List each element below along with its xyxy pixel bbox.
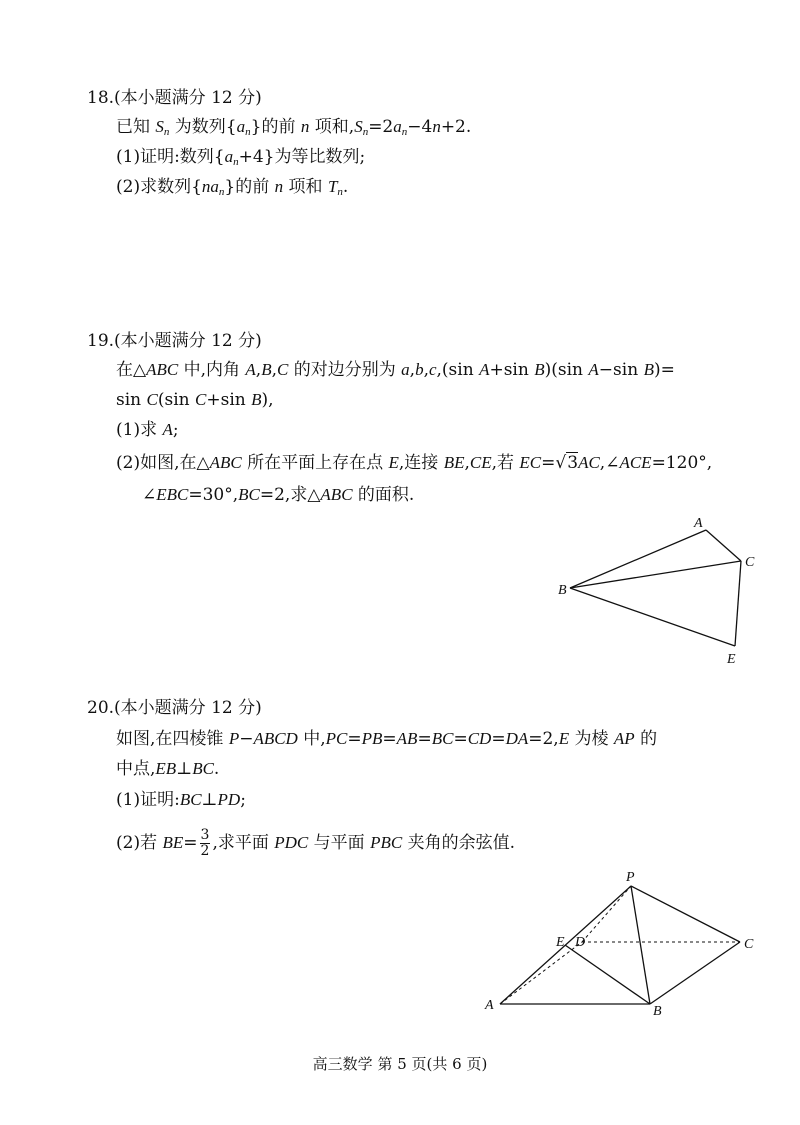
problem-20-stem-line-1: 如图,在四棱锥 P−ABCD 中,PC=PB=AB=BC=CD=DA=2,E 为棱 AP 的 <box>116 729 658 749</box>
hidden-edge-ad <box>500 942 582 1004</box>
problem-number: 19. <box>87 331 115 351</box>
problem-18-part-1: (1)证明:数列$\{a_n+4\}$为等比数列; <box>116 147 366 168</box>
segment-eb <box>565 945 650 1004</box>
problem-18-stem: 已知 $S_n$ 为数列$\{a_n\}$的前 n 项和$,S_n=2a_n-4n+2$. <box>116 117 472 138</box>
problem-20-part-2: (2)若 BE= $\frac{3}{2}$ ,求平面 PDC 与平面 PBC 夹角的余弦值. <box>116 827 515 859</box>
hidden-edge-pd <box>582 886 631 942</box>
point-label-b: B <box>558 583 567 598</box>
problem-20-stem-line-2: 中点,EB⊥BC. <box>116 759 220 779</box>
problem-number: 18. <box>87 88 115 108</box>
score-note: (本小题满分 12 分) <box>114 331 262 351</box>
point-label-a: A <box>694 516 703 531</box>
problem-19-part-2-line-2: ∠EBC=30°,BC=2,求△ABC 的面积. <box>142 485 415 505</box>
point-label-a: A <box>485 998 494 1013</box>
problem-19-stem-line-1: 在△ABC 中,内角 A,B,C 的对边分别为 a,b,c,(sin A+sin B)(sin A−sin B)= <box>116 360 675 380</box>
point-label-e: E <box>556 935 565 950</box>
edge-pc <box>631 886 740 942</box>
problem-19-stem-line-2: sin C(sin C+sin B), <box>116 390 274 410</box>
point-label-b: B <box>653 1004 662 1019</box>
problem-20-part-1: (1)证明:BC⊥PD; <box>116 790 246 810</box>
problem-19-part-2-line-1: (2)如图,在△ABC 所在平面上存在点 E,连接 BE,CE,若 EC=√3AC,∠ACE=120°, <box>116 453 713 473</box>
page-footer: 高三数学 第 5 页(共 6 页) <box>312 1055 488 1073</box>
score-note: (本小题满分 12 分) <box>114 698 262 718</box>
edge-pb <box>631 886 650 1004</box>
point-label-c: C <box>744 937 754 952</box>
point-label-c: C <box>745 555 755 570</box>
score-note: (本小题满分 12 分) <box>114 88 262 108</box>
edge-bc <box>650 942 740 1004</box>
problem-18-part-2: (2)求数列$\{na_n\}$的前 n 项和 $T_n$. <box>116 177 349 198</box>
point-label-d: D <box>575 935 586 950</box>
fraction-three-halves: $\frac{3}{2}$ <box>200 827 210 859</box>
point-label-e: E <box>727 652 736 667</box>
problem-19-part-1: (1)求 A; <box>116 420 179 440</box>
problem-number: 20. <box>87 698 115 718</box>
point-label-p: P <box>626 870 635 885</box>
